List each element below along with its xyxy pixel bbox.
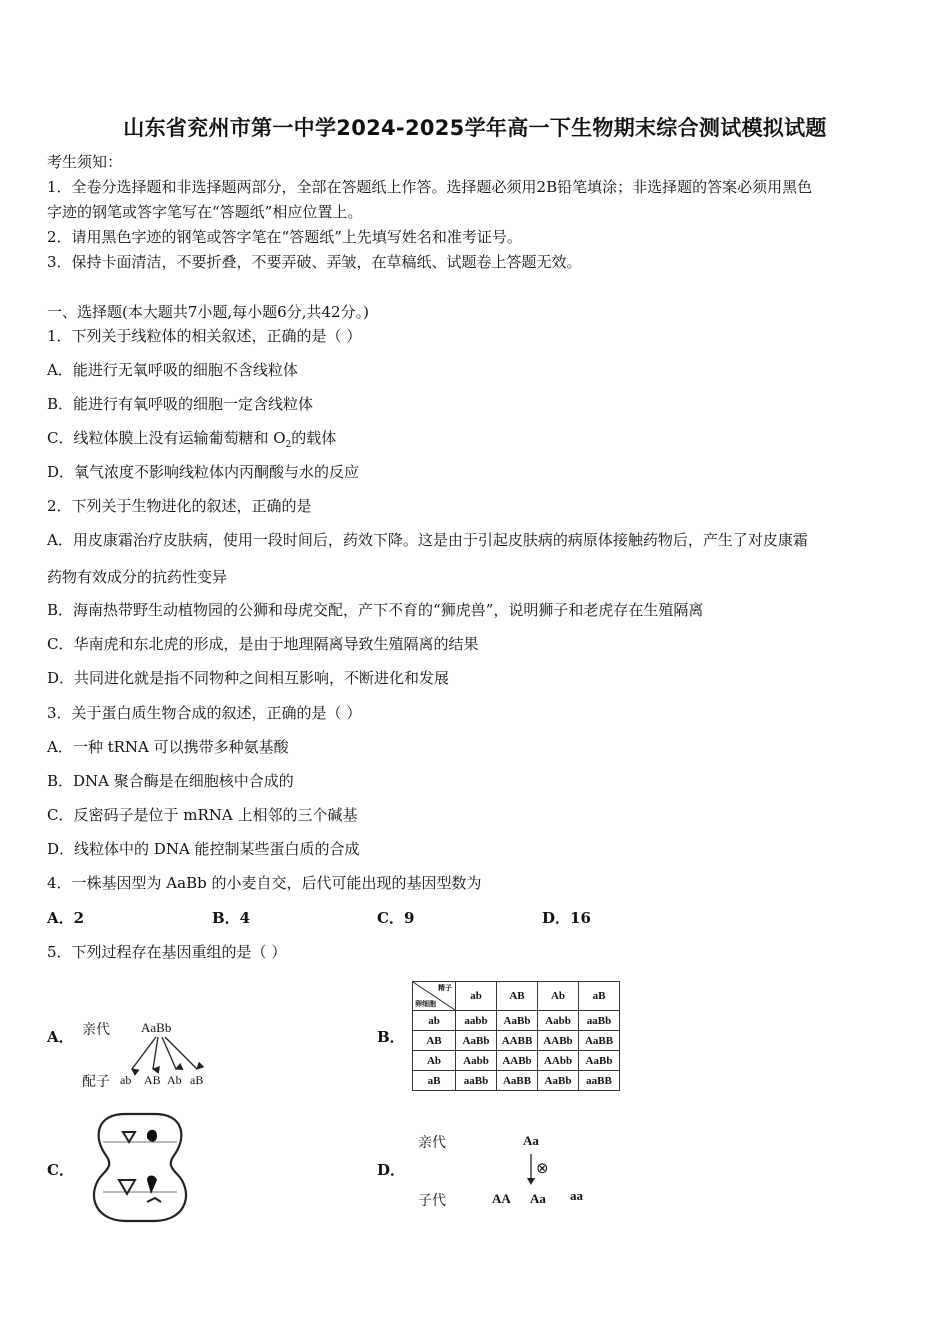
notice-heading: 考生须知：	[47, 153, 123, 171]
figure-a-arrow-1	[132, 1037, 156, 1069]
punnett-row-header: AB	[413, 1031, 456, 1051]
figure-d-offspring-2: Aa	[530, 1191, 546, 1206]
q2-option-a-cont: 药物有效成分的抗药性变异	[47, 568, 228, 586]
cell-membrane-outline	[94, 1114, 186, 1221]
q1-option-c-subscript: 2	[285, 440, 292, 450]
punnett-col-header: ab	[456, 982, 497, 1011]
notice-item-1: 1．全卷分选择题和非选择题两部分，全部在答题纸上作答。选择题必须用2B铅笔填涂；非选择题的答案必须用黑色	[47, 178, 813, 196]
punnett-row	[413, 1031, 620, 1051]
punnett-row-header: aB	[413, 1071, 456, 1091]
q2-option-c: C．华南虎和东北虎的形成，是由于地理隔离导致生殖隔离的结果	[47, 635, 479, 653]
figure-d-offspring-3: aa	[570, 1188, 583, 1203]
punnett-cell: Aabb	[456, 1051, 497, 1071]
q4-option-c: C．9	[377, 909, 415, 927]
punnett-cell: AaBb	[538, 1071, 579, 1091]
q3-option-a: A．一种 tRNA 可以携带多种氨基酸	[47, 738, 289, 756]
q2-option-a: A．用皮康霜治疗皮肤病，使用一段时间后，药效下降。这是由于引起皮肤病的病原体接触药物后，产生了对皮康霜	[47, 531, 808, 549]
punnett-cell: aaBb	[456, 1071, 497, 1091]
notice-item-3: 3．保持卡面清洁，不要折叠，不要弄破、弄皱，在草稿纸、试题卷上答题无效。	[47, 253, 582, 271]
punnett-cell: AaBb	[497, 1011, 538, 1031]
selfing-symbol: ⊗	[536, 1159, 549, 1177]
figure-a-gamete-1: ab	[120, 1073, 132, 1087]
punnett-corner-cell	[413, 982, 456, 1011]
punnett-cell: AaBb	[456, 1031, 497, 1051]
figure-a-parent-label: 亲代	[82, 1022, 110, 1038]
section-heading: 一、选择题(本大题共7小题,每小题6分,共42分。)	[47, 303, 369, 321]
figure-d-offspring-label: 子代	[418, 1193, 446, 1209]
punnett-cell: AAbb	[538, 1051, 579, 1071]
punnett-table	[412, 981, 620, 1091]
figure-d-self-cross	[410, 1130, 610, 1215]
figure-a-gamete-formation	[80, 1015, 230, 1095]
punnett-row-header: ab	[413, 1011, 456, 1031]
q1-stem: 1．下列关于线粒体的相关叙述，正确的是（ ）	[47, 327, 362, 345]
q2-stem: 2．下列关于生物进化的叙述，正确的是	[47, 497, 312, 515]
q1-option-c-text: C．线粒体膜上没有运输葡萄糖和 O	[47, 429, 286, 447]
notice-item-2: 2．请用黑色字迹的钢笔或答字笔在“答题纸”上先填写姓名和准考证号。	[47, 228, 522, 246]
page-title: 山东省兖州市第一中学2024-2025学年高一下生物期末综合测试模拟试题	[123, 116, 827, 140]
figure-c-cell-division	[85, 1108, 195, 1226]
punnett-cell: AABB	[497, 1031, 538, 1051]
punnett-cell: AaBB	[579, 1031, 620, 1051]
punnett-row	[413, 1071, 620, 1091]
punnett-cell: aabb	[456, 1011, 497, 1031]
chromosome-pair-bottom	[119, 1176, 161, 1203]
q4-option-a: A．2	[47, 909, 85, 927]
q5-stem: 5．下列过程存在基因重组的是（ ）	[47, 943, 287, 961]
q1-option-d: D．氧气浓度不影响线粒体内丙酮酸与水的反应	[47, 463, 360, 481]
q1-option-c-tail: 的载体	[291, 429, 337, 447]
q1-option-b: B．能进行有氧呼吸的细胞一定含线粒体	[47, 395, 314, 413]
figure-a-gamete-3: Ab	[167, 1073, 182, 1087]
figure-d-arrow	[526, 1154, 536, 1186]
punnett-cell: AABb	[538, 1031, 579, 1051]
figure-b-punnett-square	[412, 981, 620, 1091]
figure-d-offspring-1: AA	[492, 1191, 511, 1206]
figure-a-parent-genotype: AaBb	[141, 1020, 172, 1035]
q5-label-a: A．	[47, 1028, 74, 1046]
figure-a-gamete-label: 配子	[82, 1074, 110, 1090]
q3-option-c: C．反密码子是位于 mRNA 上相邻的三个碱基	[47, 806, 358, 824]
figure-a-gamete-2: AB	[144, 1073, 161, 1087]
q2-option-d: D．共同进化就是指不同物种之间相互影响，不断进化和发展	[47, 669, 450, 687]
q3-option-b: B．DNA 聚合酶是在细胞核中合成的	[47, 772, 294, 790]
punnett-col-header: Ab	[538, 982, 579, 1011]
figure-a-arrow-4	[165, 1037, 197, 1069]
q4-stem: 4．一株基因型为 AaBb 的小麦自交，后代可能出现的基因型数为	[47, 874, 482, 892]
punnett-cell: AaBB	[497, 1071, 538, 1091]
figure-a-arrow-2	[153, 1037, 158, 1069]
q5-label-b: B．	[377, 1028, 405, 1046]
q3-option-d: D．线粒体中的 DNA 能控制某些蛋白质的合成	[47, 840, 360, 858]
punnett-cell: AaBb	[579, 1051, 620, 1071]
figure-a-gamete-4: aB	[190, 1073, 204, 1087]
figure-d-parent-genotype: Aa	[523, 1133, 539, 1148]
notice-item-1-cont: 字迹的钢笔或答字笔写在“答题纸”相应位置上。	[47, 203, 363, 221]
punnett-col-header: aB	[579, 982, 620, 1011]
q4-option-b: B．4	[212, 909, 251, 927]
q5-label-c: C．	[47, 1161, 74, 1179]
chromosome-pair-top	[123, 1130, 157, 1142]
q2-option-b: B．海南热带野生动植物园的公狮和母虎交配，产下不育的“狮虎兽”，说明狮子和老虎存在生殖隔离	[47, 601, 704, 619]
punnett-row-header: Ab	[413, 1051, 456, 1071]
q1-option-a: A．能进行无氧呼吸的细胞不含线粒体	[47, 361, 298, 379]
q1-option-c	[47, 428, 336, 455]
q3-stem: 3．关于蛋白质生物合成的叙述，正确的是（ ）	[47, 704, 362, 722]
punnett-corner-top: 精子	[438, 984, 452, 992]
punnett-row	[413, 1051, 620, 1071]
figure-d-parent-label: 亲代	[418, 1135, 446, 1151]
punnett-cell: aaBb	[579, 1011, 620, 1031]
punnett-cell: Aabb	[538, 1011, 579, 1031]
q5-label-d: D．	[377, 1161, 406, 1179]
punnett-col-header: AB	[497, 982, 538, 1011]
punnett-header-row	[413, 982, 620, 1011]
punnett-cell: aaBB	[579, 1071, 620, 1091]
q4-option-d: D．16	[542, 909, 591, 927]
punnett-corner-bottom: 卵细胞	[415, 1000, 436, 1008]
punnett-row	[413, 1011, 620, 1031]
punnett-cell: AABb	[497, 1051, 538, 1071]
